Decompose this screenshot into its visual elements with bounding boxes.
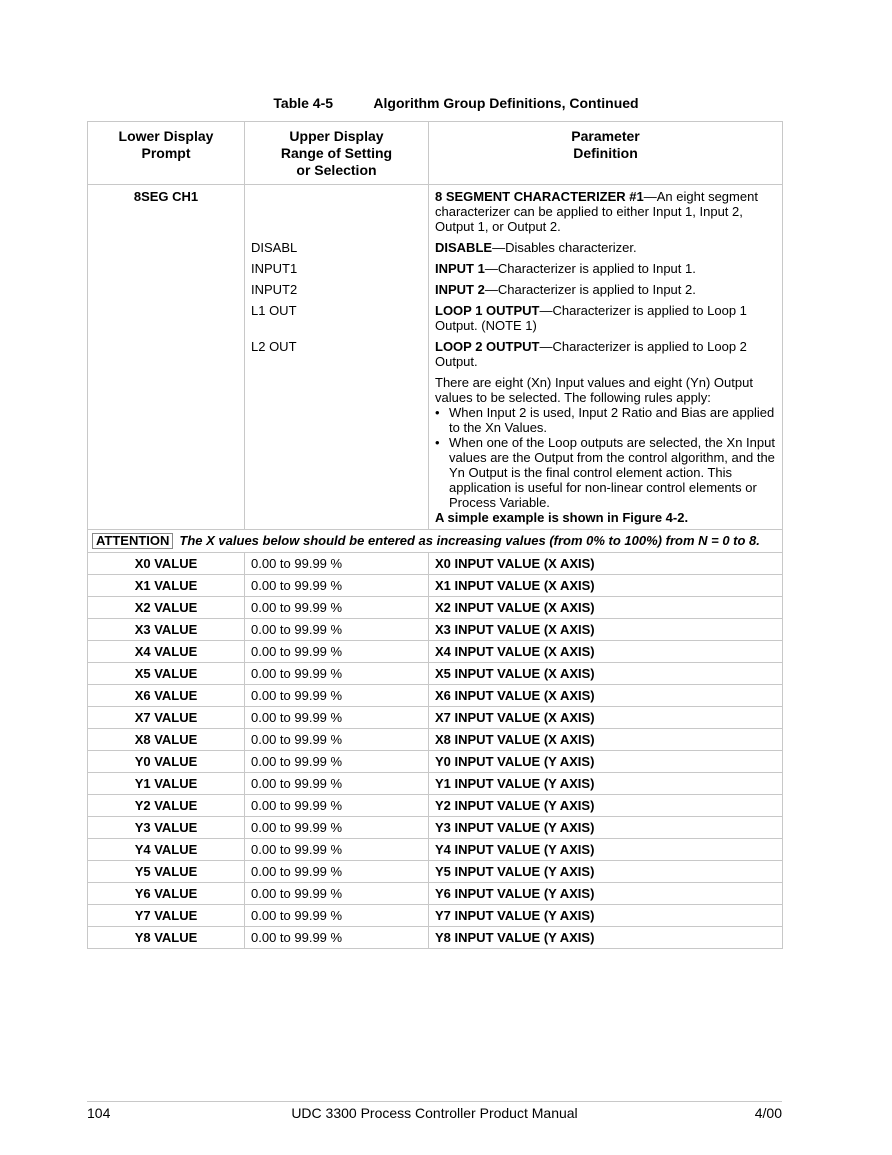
table-row <box>88 839 783 861</box>
definition-item <box>435 339 776 369</box>
prompt-cell: X3 VALUE <box>88 619 245 641</box>
prompt-cell: X1 VALUE <box>88 575 245 597</box>
definition-item <box>435 240 776 255</box>
prompt-cell: X5 VALUE <box>88 663 245 685</box>
page-number: 104 <box>87 1105 111 1121</box>
table-row <box>88 927 783 949</box>
rule-item: • When Input 2 is used, Input 2 Ratio and Bias are applied to the Xn Values. <box>447 405 776 435</box>
prompt-cell: X0 VALUE <box>88 553 245 575</box>
table-row <box>88 597 783 619</box>
footer-divider <box>87 1101 782 1102</box>
header-upper-display <box>245 122 429 185</box>
range-cell: 0.00 to 99.99 % <box>245 773 429 795</box>
table-row <box>88 619 783 641</box>
range-cell: 0.00 to 99.99 % <box>245 927 429 949</box>
setting-item: DISABL <box>251 240 298 255</box>
range-cell: 0.00 to 99.99 % <box>245 641 429 663</box>
definition-cell: Y0 INPUT VALUE (Y AXIS) <box>429 751 783 773</box>
table-row <box>88 553 783 575</box>
definition-list <box>429 185 783 530</box>
revision-date: 4/00 <box>754 1105 782 1121</box>
header-text: Range of Setting <box>280 145 393 161</box>
definition-cell: Y4 INPUT VALUE (Y AXIS) <box>429 839 783 861</box>
definition-cell: X7 INPUT VALUE (X AXIS) <box>429 707 783 729</box>
range-cell: 0.00 to 99.99 % <box>245 553 429 575</box>
prompt-cell: Y1 VALUE <box>88 773 245 795</box>
range-cell: 0.00 to 99.99 % <box>245 883 429 905</box>
definition-cell: X6 INPUT VALUE (X AXIS) <box>429 685 783 707</box>
setting-item: INPUT1 <box>251 261 298 276</box>
seg-char-row <box>88 185 783 530</box>
definition-cell: Y6 INPUT VALUE (Y AXIS) <box>429 883 783 905</box>
figure-reference: A simple example is shown in Figure 4-2. <box>435 510 689 525</box>
range-cell: 0.00 to 99.99 % <box>245 597 429 619</box>
table-caption <box>0 95 892 111</box>
header-text: Parameter <box>571 128 640 144</box>
header-text: Prompt <box>141 145 191 161</box>
definition-cell: X3 INPUT VALUE (X AXIS) <box>429 619 783 641</box>
prompt-cell: 8SEG CH1 <box>88 185 245 530</box>
definition-item <box>435 189 776 234</box>
attention-label: ATTENTION <box>92 533 173 549</box>
range-cell: 0.00 to 99.99 % <box>245 575 429 597</box>
definition-item <box>435 282 776 297</box>
range-cell: 0.00 to 99.99 % <box>245 839 429 861</box>
definition-text: —Disables characterizer. <box>492 240 637 255</box>
table-row <box>88 861 783 883</box>
prompt-cell: Y8 VALUE <box>88 927 245 949</box>
definition-term: LOOP 2 OUTPUT <box>435 339 540 354</box>
definition-item <box>435 261 776 276</box>
setting-item: L2 OUT <box>251 339 297 354</box>
range-cell: 0.00 to 99.99 % <box>245 707 429 729</box>
header-row <box>88 122 783 185</box>
definition-cell: Y2 INPUT VALUE (Y AXIS) <box>429 795 783 817</box>
table-row <box>88 751 783 773</box>
definition-text: —An eight segment characterizer can be applied to either Input 1, Input 2, Output 1, or Output 2. <box>435 189 758 234</box>
header-text: Definition <box>573 145 638 161</box>
table-title: Algorithm Group Definitions, Continued <box>373 95 639 111</box>
definition-cell: Y7 INPUT VALUE (Y AXIS) <box>429 905 783 927</box>
rule-item: • When one of the Loop outputs are selected, the Xn Input values are the Output from the control algorithm, and the Yn Output is the final control element action. This application is useful for non-linear control elements or Process Variable. <box>447 435 776 510</box>
setting-item: INPUT2 <box>251 282 298 297</box>
prompt-cell: X8 VALUE <box>88 729 245 751</box>
prompt-cell: X4 VALUE <box>88 641 245 663</box>
attention-text: The X values below should be entered as increasing values (from 0% to 100%) from N = 0 to 8. <box>179 533 760 548</box>
range-cell: 0.00 to 99.99 % <box>245 795 429 817</box>
prompt-cell: Y2 VALUE <box>88 795 245 817</box>
table-row <box>88 795 783 817</box>
setting-item: L1 OUT <box>251 303 297 318</box>
range-cell: 0.00 to 99.99 % <box>245 663 429 685</box>
rules-intro: There are eight (Xn) Input values and eight (Yn) Output values to be selected. The following rules apply: <box>435 375 753 405</box>
definition-item <box>435 303 776 333</box>
table-row <box>88 663 783 685</box>
definition-cell: Y5 INPUT VALUE (Y AXIS) <box>429 861 783 883</box>
header-text: Lower Display <box>118 128 214 144</box>
prompt-cell: Y3 VALUE <box>88 817 245 839</box>
table-row <box>88 729 783 751</box>
table-row <box>88 817 783 839</box>
header-text: Upper Display <box>289 128 384 144</box>
definition-term: LOOP 1 OUTPUT <box>435 303 540 318</box>
prompt-cell: Y7 VALUE <box>88 905 245 927</box>
definition-cell: Y8 INPUT VALUE (Y AXIS) <box>429 927 783 949</box>
prompt-cell: X2 VALUE <box>88 597 245 619</box>
definitions-table <box>87 121 783 949</box>
table-number: Table 4-5 <box>273 95 334 111</box>
table-row <box>88 905 783 927</box>
range-cell: 0.00 to 99.99 % <box>245 861 429 883</box>
setting-item <box>251 189 422 234</box>
prompt-cell: Y0 VALUE <box>88 751 245 773</box>
definition-cell: X2 INPUT VALUE (X AXIS) <box>429 597 783 619</box>
range-cell: 0.00 to 99.99 % <box>245 685 429 707</box>
setting-list <box>245 185 429 530</box>
definition-cell: X4 INPUT VALUE (X AXIS) <box>429 641 783 663</box>
definition-text: —Characterizer is applied to Loop 2 Output. <box>435 339 747 369</box>
definition-cell: X0 INPUT VALUE (X AXIS) <box>429 553 783 575</box>
table-row <box>88 641 783 663</box>
definition-text: —Characterizer is applied to Input 2. <box>484 282 696 297</box>
table-row <box>88 883 783 905</box>
definition-cell: Y3 INPUT VALUE (Y AXIS) <box>429 817 783 839</box>
table-row <box>88 707 783 729</box>
rules-list <box>435 405 776 510</box>
prompt-cell: X7 VALUE <box>88 707 245 729</box>
range-cell: 0.00 to 99.99 % <box>245 905 429 927</box>
definition-cell: Y1 INPUT VALUE (Y AXIS) <box>429 773 783 795</box>
definition-cell: X8 INPUT VALUE (X AXIS) <box>429 729 783 751</box>
definition-term: INPUT 2 <box>435 282 485 297</box>
value-rows <box>88 553 783 949</box>
definition-term: INPUT 1 <box>435 261 485 276</box>
definition-cell: X1 INPUT VALUE (X AXIS) <box>429 575 783 597</box>
range-cell: 0.00 to 99.99 % <box>245 619 429 641</box>
prompt-cell: Y4 VALUE <box>88 839 245 861</box>
definition-cell: X5 INPUT VALUE (X AXIS) <box>429 663 783 685</box>
definition-term: DISABLE <box>435 240 493 255</box>
manual-title: UDC 3300 Process Controller Product Manual <box>291 1105 578 1121</box>
prompt-cell: Y6 VALUE <box>88 883 245 905</box>
definition-text: —Characterizer is applied to Loop 1 Output. (NOTE 1) <box>435 303 747 333</box>
definition-text: —Characterizer is applied to Input 1. <box>484 261 696 276</box>
attention-cell <box>88 530 783 553</box>
range-cell: 0.00 to 99.99 % <box>245 817 429 839</box>
prompt-cell: Y5 VALUE <box>88 861 245 883</box>
range-cell: 0.00 to 99.99 % <box>245 729 429 751</box>
table-row <box>88 575 783 597</box>
table-row <box>88 773 783 795</box>
attention-row <box>88 530 783 553</box>
header-lower-display <box>88 122 245 185</box>
table-row <box>88 685 783 707</box>
prompt-cell: X6 VALUE <box>88 685 245 707</box>
header-text: or Selection <box>296 162 377 178</box>
definition-term: 8 SEGMENT CHARACTERIZER #1 <box>435 189 644 204</box>
header-parameter-definition <box>429 122 783 185</box>
range-cell: 0.00 to 99.99 % <box>245 751 429 773</box>
